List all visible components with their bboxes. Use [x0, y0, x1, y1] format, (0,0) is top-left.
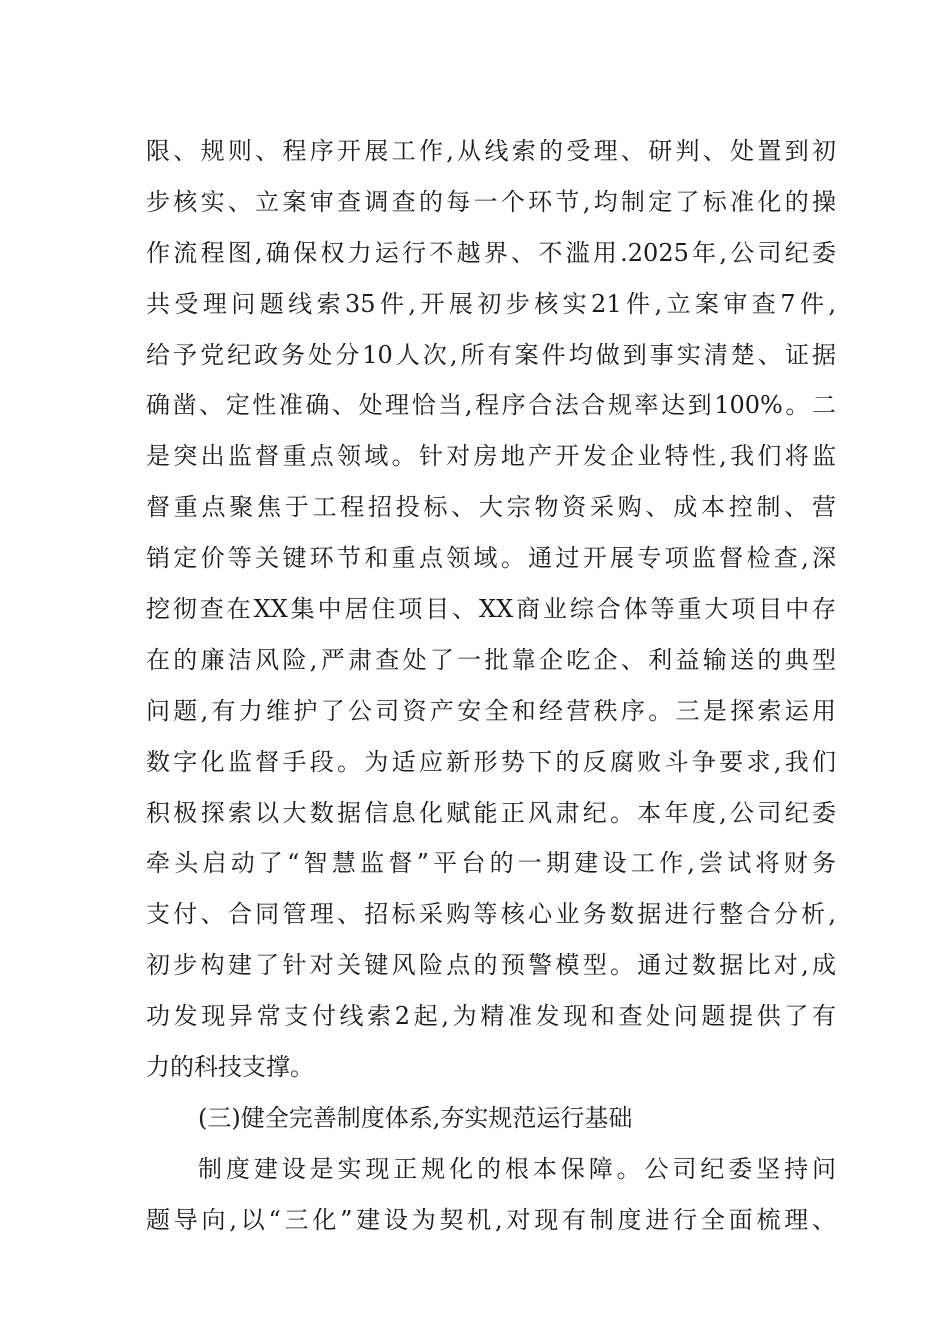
text-line: 限、规则、程序开展工作,从线索的受理、研判、处置到初	[146, 137, 836, 165]
text-line: 牵头启动了“智慧监督”平台的一期建设工作,尝试将财务	[146, 849, 836, 878]
paragraph-line: 题导向,以“三化”建设为契机,对现有制度进行全面梳理、	[146, 1205, 836, 1234]
body-text	[146, 126, 836, 1246]
text-line: 是突出监督重点领域。针对房地产开发企业特性,我们将监	[146, 442, 836, 471]
text-line: 功发现异常支付线索2起,为精准发现和查处问题提供了有	[146, 1002, 836, 1031]
text-line: 力的科技支撑。	[146, 1053, 314, 1082]
text-line: 共受理问题线索35件,开展初步核实21件,立案审查7件,	[146, 289, 836, 318]
text-line: 问题,有力维护了公司资产安全和经营秩序。三是探索运用	[146, 696, 836, 725]
text-line: 支付、合同管理、招标采购等核心业务数据进行整合分析,	[146, 900, 836, 929]
text-line: 给予党纪政务处分10人次,所有案件均做到事实清楚、证据	[146, 340, 836, 369]
text-line: 确凿、定性准确、处理恰当,程序合法合规率达到100%。二	[146, 391, 836, 420]
text-line: 初步构建了针对关键风险点的预警模型。通过数据比对,成	[146, 951, 836, 980]
section-heading: (三)健全完善制度体系,夯实规范运行基础	[198, 1103, 633, 1132]
text-line: 销定价等关键环节和重点领域。通过开展专项监督检查,深	[146, 544, 836, 573]
text-line: 积极探索以大数据信息化赋能正风肃纪。本年度,公司纪委	[146, 798, 836, 827]
text-line: 步核实、立案审查调查的每一个环节,均制定了标准化的操	[146, 187, 836, 216]
paragraph-line: 制度建设是实现正规化的根本保障。公司纪委坚持问	[198, 1154, 836, 1183]
text-line: 挖彻查在XX集中居住项目、XX商业综合体等重大项目中存	[146, 595, 836, 624]
text-line: 作流程图,确保权力运行不越界、不滥用.2025年,公司纪委	[146, 238, 836, 267]
text-line: 督重点聚焦于工程招投标、大宗物资采购、成本控制、营	[146, 493, 836, 522]
text-line: 数字化监督手段。为适应新形势下的反腐败斗争要求,我们	[146, 747, 836, 776]
text-line: 在的廉洁风险,严肃查处了一批靠企吃企、利益输送的典型	[146, 645, 836, 674]
